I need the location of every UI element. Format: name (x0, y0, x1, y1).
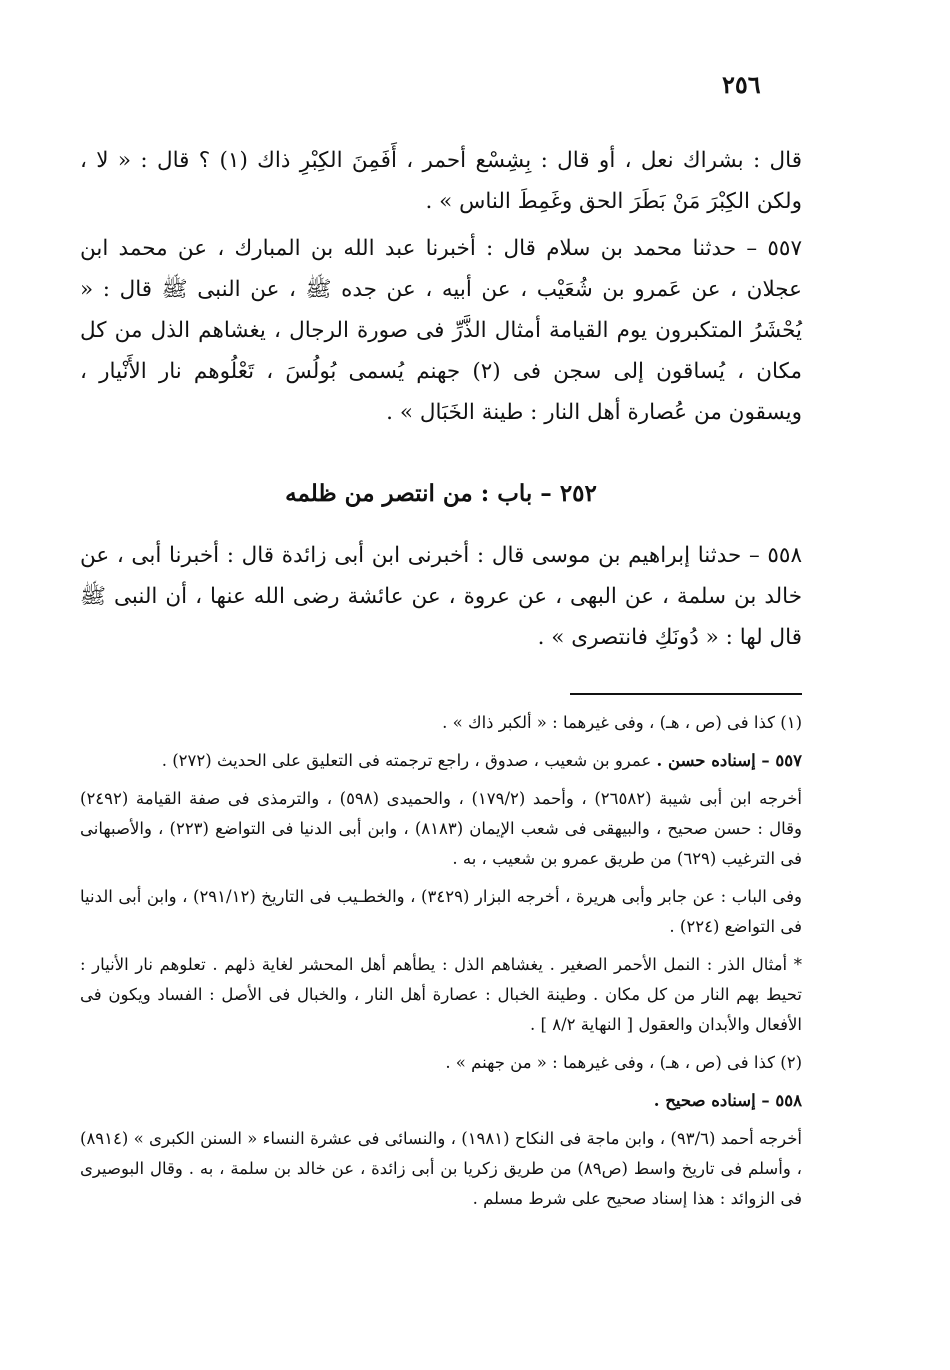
paragraph-continuation: قال : بشراك نعل ، أو قال : بِشِسْع أحمر ، أَفَمِنَ الكِبْرِ ذاك (١) ؟ قال : « لا ، ولكن الكِبْرَ مَنْ بَطَرَ الحق وغَمِطَ الناس » . (80, 148, 802, 214)
main-text (80, 140, 802, 439)
footnote-557-label: ٥٥٧ – إسناده حسن . (656, 751, 802, 770)
footnote-557-text: عمرو بن شعيب ، صدوق ، راجع ترجمته فى التعليق على الحديث (٢٧٢) . (161, 751, 652, 770)
page-number: ٢٥٦ (722, 70, 761, 99)
footnote-558-takhrij: أخرجه أحمد (٩٣/٦) ، وابن ماجة فى النكاح (١٩٨١) ، والنسائى فى عشرة النساء « السنن الكبرى » (٨٩١٤) ، وأسلم فى تاريخ واسط (ص٨٩) من طريق زكريا بن أبى زائدة ، عن خالد بن سلمة ، به . وقال البوصيرى فى الزوائد : هذا إسناد صحيح على شرط مسلم . (80, 1129, 802, 1208)
footnote-2: (٢) كذا فى (ص ، هـ) ، وفى غيرهما : « من جهنم » . (445, 1053, 802, 1072)
footnotes (80, 708, 802, 1222)
footnote-1: (١) كذا فى (ص ، هـ) ، وفى غيرهما : « ألكبر ذاك » . (442, 713, 802, 732)
hadith-557: ٥٥٧ – حدثنا محمد بن سلام قال : أخبرنا عبد الله بن المبارك ، عن محمد ابن عجلان ، عن عَمرو بن شُعَيْب ، عن أبيه ، عن جده ﷺ ، عن النبى ﷺ قال : « يُحْشَرُ المتكبرون يوم القيامة أمثال الذَّرِّ فى صورة الرجال ، يغشاهم الذل من كل مكان ، يُساقون إلى سجن فى (٢) جهنم يُسمى بُولُسَ ، تَعْلُوهم نار الأَنْيار ، ويسقون من عُصارة أهل النار : طينة الخَبَال » . (80, 236, 802, 425)
footnote-558-label: ٥٥٨ – إسناده صحيح . (653, 1091, 802, 1110)
main-text-2 (80, 535, 802, 658)
footnote-557-bab: وفى الباب : عن جابر وأبى هريرة ، أخرجه البزار (٣٤٢٩) ، والخطـيب فى التاريخ (٢٩١/١٢) ، وابن أبى الدنيا فى التواضع (٢٢٤) . (80, 887, 802, 936)
footnote-558-grade (80, 1086, 802, 1116)
footnote-557-gharib: * أمثال الذر : النمل الأحمر الصغير . يغشاهم الذل : يطأهم أهل المحشر لغاية ذلهم . تعلوهم نار الأنيار : تحيط بهم النار من كل مكان . وطينة الخبال : عصارة أهل النار ، والخبال فى الأصل : الفساد ويكون فى الأفعال والأبدان والعقول [ النهاية ٨/٢ ] . (80, 955, 802, 1034)
footnote-separator (570, 693, 802, 695)
chapter-heading: ٢٥٢ – باب : من انتصر من ظلمه (285, 480, 597, 507)
footnote-557-takhrij: أخرجه ابن أبى شيبة (٢٦٥٨٢) ، وأحمد (١٧٩/٢) ، والحميدى (٥٩٨) ، والترمذى فى صفة القيامة (٢٤٩٢) وقال : حسن صحيح ، والبيهقى فى شعب الإيمان (٨١٨٣) ، وابن أبى الدنيا فى التواضع (٢٢٣) ، والأصبهانى فى الترغيب (٦٢٩) من طريق عمرو بن شعيب ، به . (80, 789, 803, 868)
hadith-558: ٥٥٨ – حدثنا إبراهيم بن موسى قال : أخبرنى ابن أبى زائدة قال : أخبرنا أبى ، عن خالد بن سلمة ، عن البهى ، عن عروة ، عن عائشة رضى الله عنها ، أن النبى ﷺ قال لها : « دُونَكِ فانتصرى » . (80, 543, 802, 650)
footnote-557-grade (80, 746, 802, 776)
